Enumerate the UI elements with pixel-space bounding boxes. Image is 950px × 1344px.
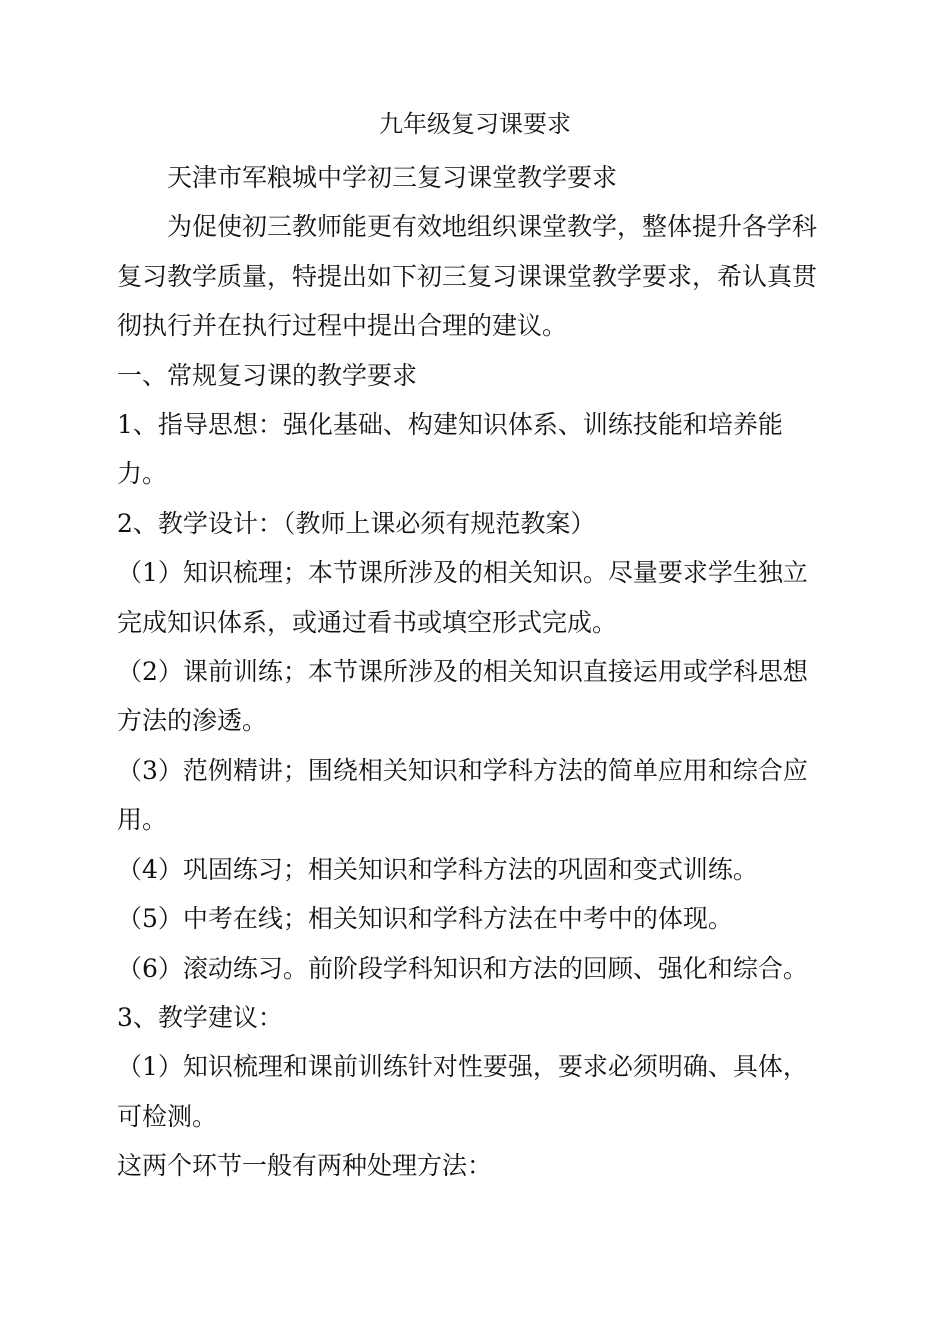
methods-line: 这两个环节一般有两种处理方法：	[117, 1151, 493, 1181]
design-step-4: （4）巩固练习；相关知识和学科方法的巩固和变式训练。	[117, 854, 758, 884]
design-step-2: （2）课前训练；本节课所涉及的相关知识直接运用或学科思想方法的渗透。	[117, 657, 808, 736]
section-heading-1: 一、常规复习课的教学要求	[117, 360, 418, 390]
document-subtitle: 天津市军粮城中学初三复习课堂教学要求	[167, 163, 618, 192]
suggestion-1: （1）知识梳理和课前训练针对性要强，要求必须明确、具体，可检测。	[117, 1052, 808, 1131]
item-teaching-suggestions: 3、教学建议：	[117, 1002, 283, 1032]
design-step-3: （3）范例精讲；围绕相关知识和学科方法的简单应用和综合应用。	[117, 755, 808, 835]
item-guiding-thought: 1、指导思想：强化基础、构建知识体系、训练技能和培养能力。	[117, 410, 783, 489]
design-step-5: （5）中考在线；相关知识和学科方法在中考中的体现。	[117, 904, 733, 934]
design-step-1: （1）知识梳理；本节课所涉及的相关知识。尽量要求学生独立完成知识体系，或通过看书或填空形式完成。	[117, 558, 808, 637]
document-body	[117, 153, 827, 1191]
intro-paragraph: 为促使初三教师能更有效地组织课堂教学，整体提升各学科复习教学质量，特提出如下初三复习课课堂教学要求，希认真贯彻执行并在执行过程中提出合理的建议。	[117, 212, 818, 341]
item-teaching-design: 2、教学设计：（教师上课必须有规范教案）	[117, 508, 596, 538]
document-title: 九年级复习课要求	[379, 110, 571, 138]
design-step-6: （6）滚动练习。前阶段学科知识和方法的回顾、强化和综合。	[117, 953, 808, 983]
